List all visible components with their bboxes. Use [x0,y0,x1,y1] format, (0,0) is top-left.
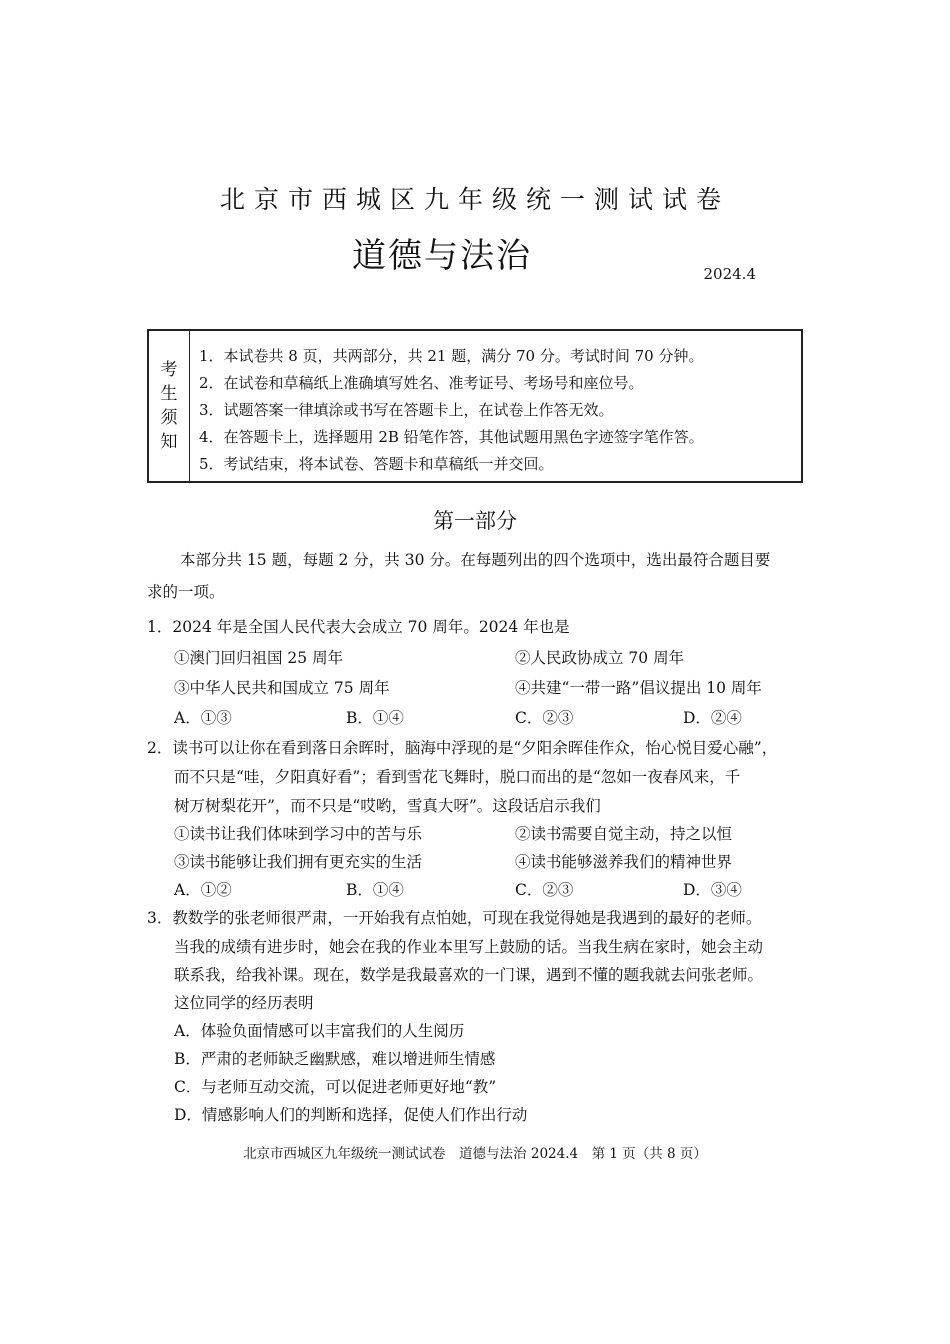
question-2-stem: 2．读书可以让你在看到落日余晖时，脑海中浮现的是“夕阳余晖佳作众，怡心悦目爱心融”， [147,739,778,757]
question-2-statement: ②读书需要自觉主动，持之以恒 [515,825,733,843]
question-3-stem: 这位同学的经历表明 [174,994,314,1012]
notice-label-char: 考 [160,360,178,380]
question-2-option-d: D．③④ [683,881,742,899]
notice-label-char: 须 [160,408,178,428]
notice-item: 1．本试卷共 8 页，共两部分，共 21 题，满分 70 分。考试时间 70 分钟。 [199,347,704,365]
question-2-option-a: A．①② [174,881,232,899]
exam-title: 北京市西城区九年级统一测试试卷 [219,185,730,214]
question-3-option-c: C．与老师互动交流，可以促进老师更好地“教” [174,1078,497,1096]
question-1-stem: 1．2024 年是全国人民代表大会成立 70 周年。2024 年也是 [147,618,570,636]
question-3-stem: 联系我，给我补课。现在，数学是我最喜欢的一门课，遇到不懂的题我就去问张老师。 [174,966,764,984]
question-1-statement: ②人民政协成立 70 周年 [515,649,685,667]
question-1-statement: ③中华人民共和国成立 75 周年 [174,679,390,697]
question-1-option-c: C．②③ [515,709,574,727]
question-2-option-b: B．①④ [346,881,404,899]
question-3-option-b: B．严肃的老师缺乏幽默感，难以增进师生情感 [174,1050,496,1068]
question-1-option-a: A．①③ [174,709,232,727]
part-intro: 求的一项。 [147,583,225,601]
exam-date: 2024.4 [703,265,756,283]
question-1-option-d: D．②④ [683,709,742,727]
question-3-stem: 3．教数学的张老师很严肃，一开始我有点怕她，可现在我觉得她是我遇到的最好的老师。 [147,909,762,927]
question-2-option-c: C．②③ [515,881,574,899]
question-1-option-b: B．①④ [346,709,404,727]
question-3-option-a: A．体验负面情感可以丰富我们的人生阅历 [174,1022,465,1040]
question-2-statement: ①读书让我们体味到学习中的苦与乐 [174,825,423,843]
notice-item: 4．在答题卡上，选择题用 2B 铅笔作答，其他试题用黑色字迹签字笔作答。 [199,428,704,446]
page-footer: 北京市西城区九年级统一测试试卷 道德与法治 2024.4 第 1 页（共 8 页） [243,1146,707,1162]
question-2-stem: 树万树梨花开”，而不只是“哎哟，雪真大呀”。这段话启示我们 [174,797,601,815]
question-1-statement: ④共建“一带一路”倡议提出 10 周年 [515,679,762,697]
notice-label [149,331,190,481]
notice-item: 2．在试卷和草稿纸上准确填写姓名、准考证号、考场号和座位号。 [199,374,644,392]
notice-item: 3．试题答案一律填涂或书写在答题卡上，在试卷上作答无效。 [199,401,614,419]
notice-label-char: 生 [160,384,178,404]
question-1-statement: ①澳门回归祖国 25 周年 [174,649,344,667]
part-title: 第一部分 [433,509,517,533]
question-3-option-d: D．情感影响人们的判断和选择，促使人们作出行动 [174,1106,528,1124]
subject-title: 道德与法治 [352,236,532,276]
question-2-statement: ③读书能够让我们拥有更充实的生活 [174,853,423,871]
question-2-statement: ④读书能够滋养我们的精神世界 [515,853,733,871]
notice-label-char: 知 [160,432,178,452]
notice-list [199,343,704,478]
part-intro: 本部分共 15 题，每题 2 分，共 30 分。在每题列出的四个选项中，选出最符合题目要 [180,551,771,569]
notice-box [147,329,803,483]
question-2-stem: 而不只是“哇，夕阳真好看”；看到雪花飞舞时，脱口而出的是“忽如一夜春风来，千 [174,768,741,786]
question-3-stem: 当我的成绩有进步时，她会在我的作业本里写上鼓励的话。当我生病在家时，她会主动 [174,938,764,956]
notice-item: 5．考试结束，将本试卷、答题卡和草稿纸一并交回。 [199,455,554,473]
